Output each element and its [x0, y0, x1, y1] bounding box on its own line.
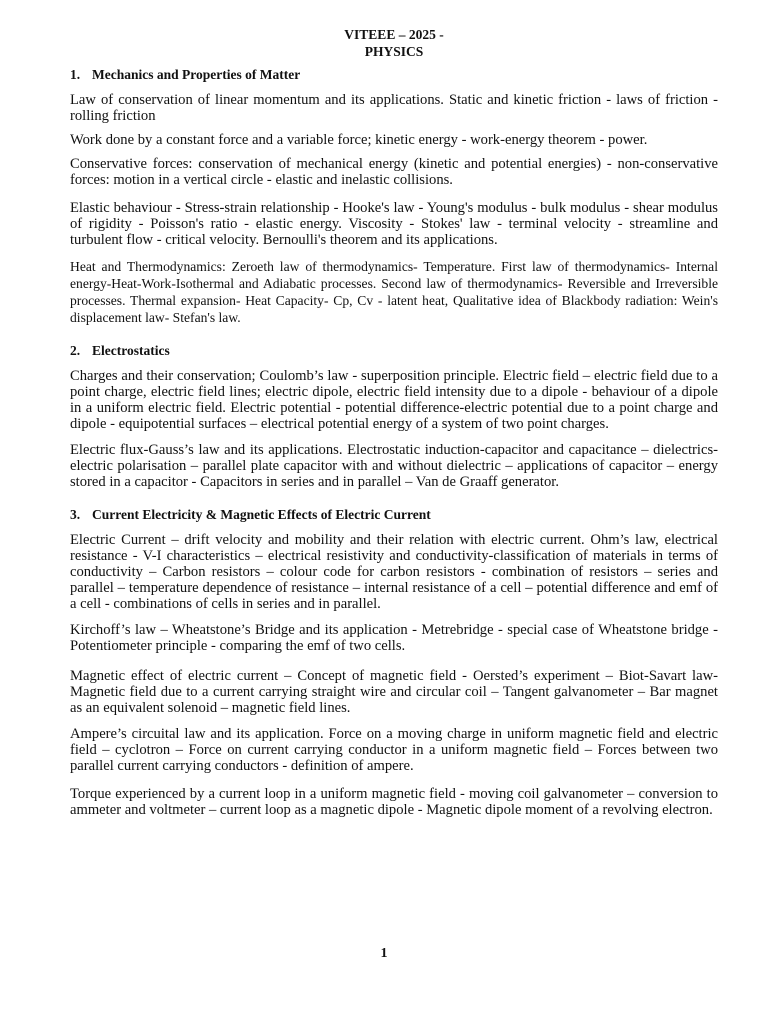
- paragraph: Heat and Thermodynamics: Zeroeth law of thermodynamics- Temperature. First law of thermodynamics- Internal energy-Heat-Work-Isothermal and Adiabatic processes. Second law of thermodynamics- Reversible and Irreversible processes. Thermal expansion- Heat Capacity- Cp, Cv - latent heat, Qualitative idea of Blackbody radiation: Wein's displacement law- Stefan's law.: [70, 259, 718, 325]
- section-number: 2.: [70, 343, 81, 358]
- paragraph: Magnetic effect of electric current – Concept of magnetic field - Oersted’s experiment – Biot-Savart law- Magnetic field due to a current carrying straight wire and circular coil – Tangent galvanometer – Bar magnet as an equivalent solenoid – magnetic field lines.: [70, 668, 718, 716]
- section-title: Electrostatics: [92, 343, 170, 358]
- paragraph: Electric Current – drift velocity and mobility and their relation with electric current. Ohm’s law, electrical resistance - V-I characteristics – electrical resistivity and conductivity-classification of materials in terms of conductivity – Carbon resistors – colour code for carbon resistors - combination of resistors – series and parallel – temperature dependence of resistance – internal resistance of a cell – potential difference and emf of a cell - combinations of cells in series and in parallel.: [70, 532, 718, 612]
- document-title: VITEEE – 2025 -: [344, 27, 444, 42]
- section-number: 1.: [70, 67, 81, 82]
- section-title: Mechanics and Properties of Matter: [92, 67, 301, 82]
- section-title: Current Electricity & Magnetic Effects of Electric Current: [92, 507, 431, 522]
- paragraph: Elastic behaviour - Stress-strain relationship - Hooke's law - Young's modulus - bulk modulus - shear modulus of rigidity - Poisson's ratio - elastic energy. Viscosity - Stokes' law - terminal velocity - streamline and turbulent flow - critical velocity. Bernoulli's theorem and its applications.: [70, 200, 718, 248]
- section-heading: [70, 66, 718, 83]
- paragraph: Conservative forces: conservation of mechanical energy (kinetic and potential energies) - non-conservative forces: motion in a vertical circle - elastic and inelastic collisions.: [70, 156, 718, 188]
- paragraph: Kirchoff’s law – Wheatstone’s Bridge and its application - Metrebridge - special case of Wheatstone bridge - Potentiometer principle - comparing the emf of two cells.: [70, 622, 718, 654]
- paragraph: Law of conservation of linear momentum and its applications. Static and kinetic friction - laws of friction - rolling friction: [70, 92, 718, 124]
- document-page: [70, 26, 718, 826]
- paragraph: Electric flux-Gauss’s law and its applications. Electrostatic induction-capacitor and capacitance – dielectrics- electric polarisation – parallel plate capacitor with and without dielectric – applications of capacitor – energy stored in a capacitor - Capacitors in series and in parallel – Van de Graaff generator.: [70, 442, 718, 490]
- section-heading: [70, 506, 718, 523]
- document-subject: PHYSICS: [364, 44, 424, 59]
- paragraph: Charges and their conservation; Coulomb’s law - superposition principle. Electric field – electric field due to a point charge, electric field lines; electric dipole, electric field intensity due to a dipole - behaviour of a dipole in a uniform electric field. Electric potential - potential difference-electric potential due to a point charge and dipole - equipotential surfaces – electrical potential energy of a system of two point charges.: [70, 368, 718, 432]
- section-heading: [70, 342, 718, 359]
- paragraph: Torque experienced by a current loop in a uniform magnetic field - moving coil galvanometer – conversion to ammeter and voltmeter – current loop as a magnetic dipole - Magnetic dipole moment of a revolving electron.: [70, 786, 718, 818]
- paragraph: Work done by a constant force and a variable force; kinetic energy - work-energy theorem - power.: [70, 132, 648, 148]
- section-number: 3.: [70, 507, 81, 522]
- page-number: 1: [380, 946, 388, 961]
- paragraph: Ampere’s circuital law and its application. Force on a moving charge in uniform magnetic field and electric field – cyclotron – Force on current carrying conductor in a uniform magnetic field – Forces between two parallel current carrying conductors - definition of ampere.: [70, 726, 718, 774]
